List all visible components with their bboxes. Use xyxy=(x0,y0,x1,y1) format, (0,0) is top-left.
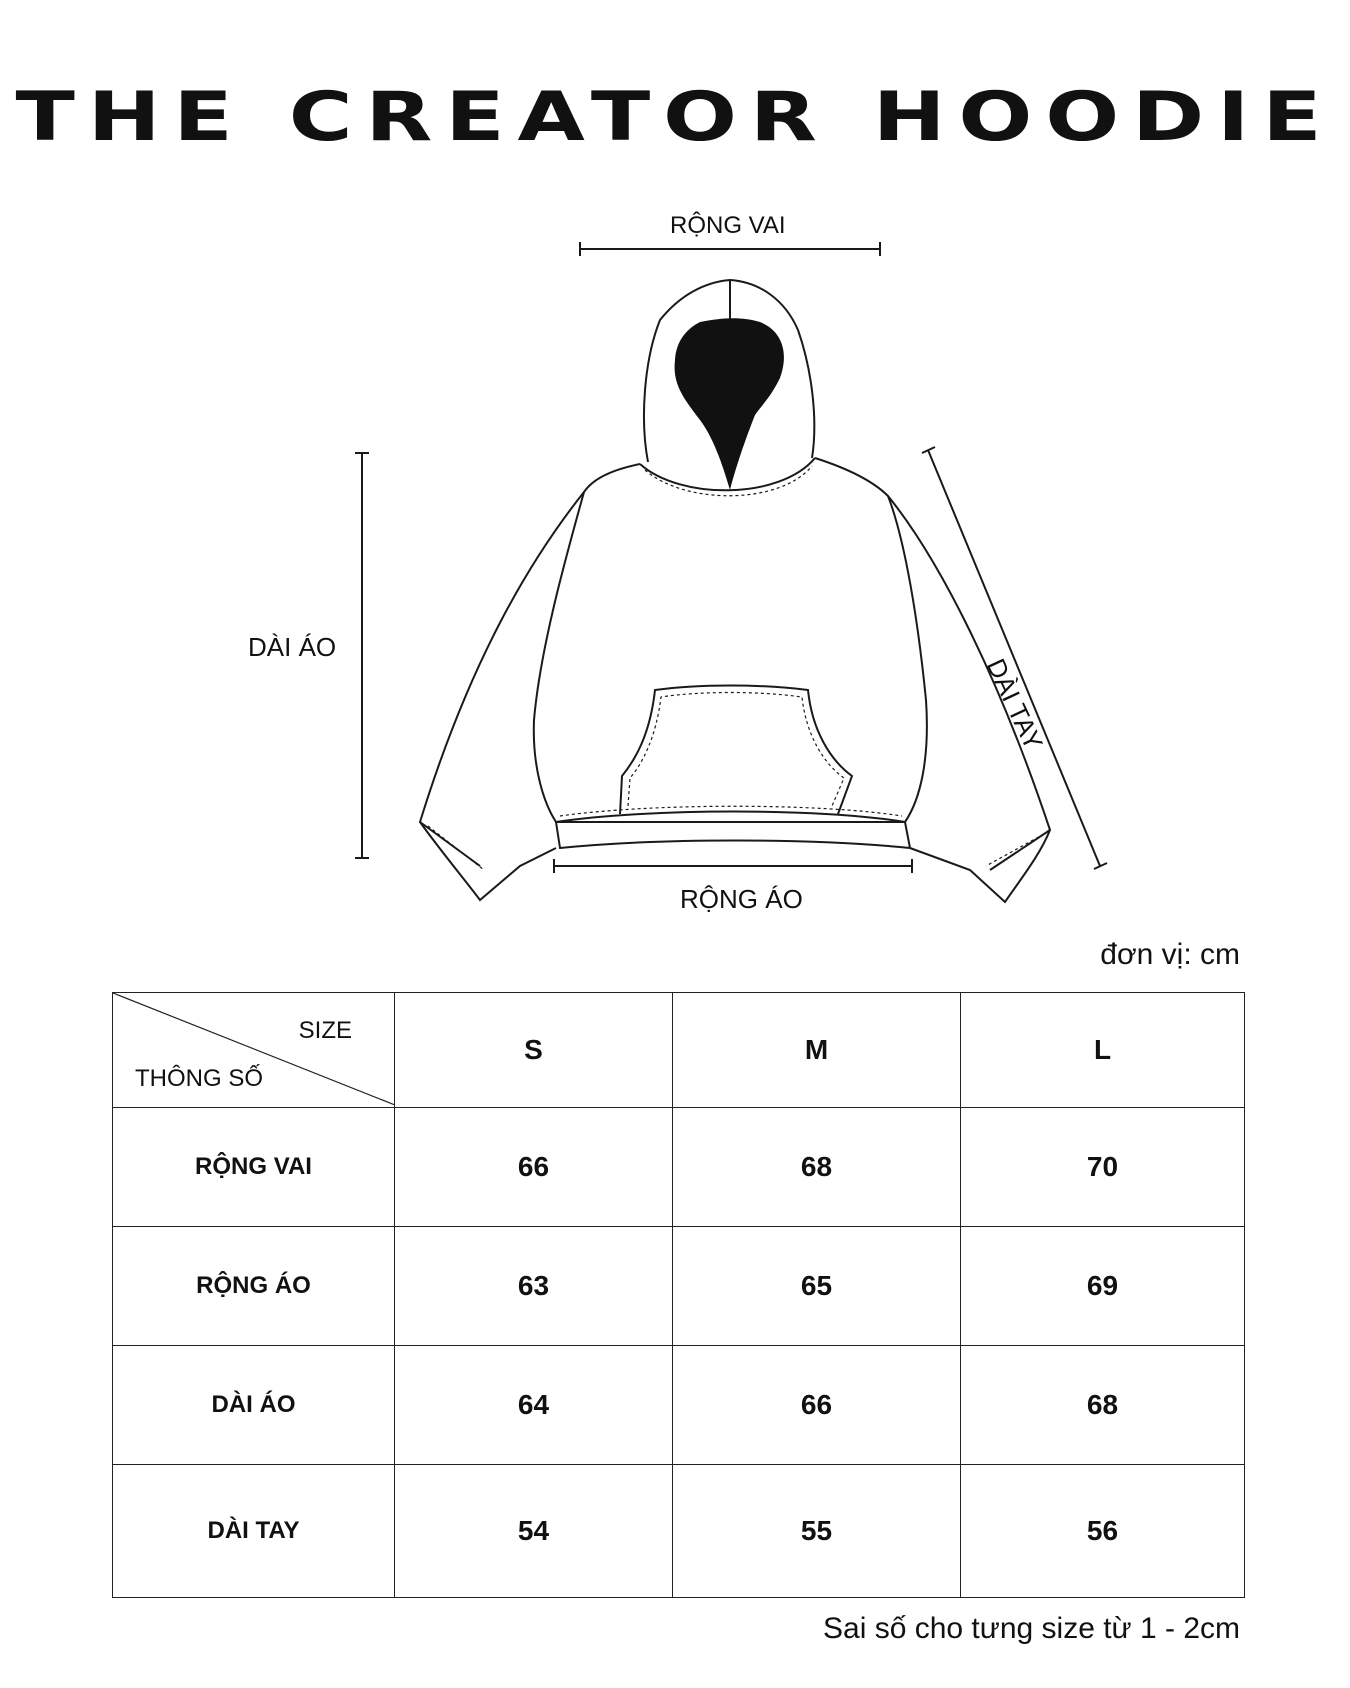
unit-label: đơn vị: cm xyxy=(1100,938,1240,971)
size-header: S xyxy=(395,993,673,1108)
table-row xyxy=(113,1465,1245,1598)
header-row xyxy=(113,993,1245,1108)
table-cell: 63 xyxy=(395,1227,673,1346)
table-cell: 56 xyxy=(961,1465,1245,1598)
row-label: RỘNG ÁO xyxy=(113,1227,395,1346)
table-cell: 66 xyxy=(673,1346,961,1465)
size-table xyxy=(112,992,1245,1598)
table-corner-cell xyxy=(113,993,395,1108)
table-row xyxy=(113,1227,1245,1346)
table-cell: 66 xyxy=(395,1108,673,1227)
row-label: RỘNG VAI xyxy=(113,1108,395,1227)
table-cell: 68 xyxy=(961,1346,1245,1465)
size-header: L xyxy=(961,993,1245,1108)
label-sleeve: DÀI TAY xyxy=(980,654,1049,755)
table-cell: 70 xyxy=(961,1108,1245,1227)
table-cell: 69 xyxy=(961,1227,1245,1346)
table-cell: 55 xyxy=(673,1465,961,1598)
hood-opening xyxy=(675,318,784,490)
table-cell: 68 xyxy=(673,1108,961,1227)
page-title: THE CREATOR HOODIE xyxy=(15,78,1335,157)
size-header: M xyxy=(673,993,961,1108)
corner-size-label: SIZE xyxy=(298,1017,352,1044)
row-label: DÀI ÁO xyxy=(113,1346,395,1465)
kangaroo-pocket xyxy=(620,686,852,815)
table-cell: 65 xyxy=(673,1227,961,1346)
sleeve-measure-line xyxy=(928,450,1100,866)
corner-param-label: THÔNG SỐ xyxy=(135,1065,264,1092)
table-row xyxy=(113,1346,1245,1465)
row-label: DÀI TAY xyxy=(113,1465,395,1598)
label-width: RỘNG ÁO xyxy=(680,884,803,914)
label-length: DÀI ÁO xyxy=(248,632,337,662)
table-cell: 64 xyxy=(395,1346,673,1465)
tolerance-note: Sai số cho tưng size từ 1 - 2cm xyxy=(823,1612,1240,1645)
table-cell: 54 xyxy=(395,1465,673,1598)
table-row xyxy=(113,1108,1245,1227)
label-shoulder: RỘNG VAI xyxy=(670,212,786,239)
